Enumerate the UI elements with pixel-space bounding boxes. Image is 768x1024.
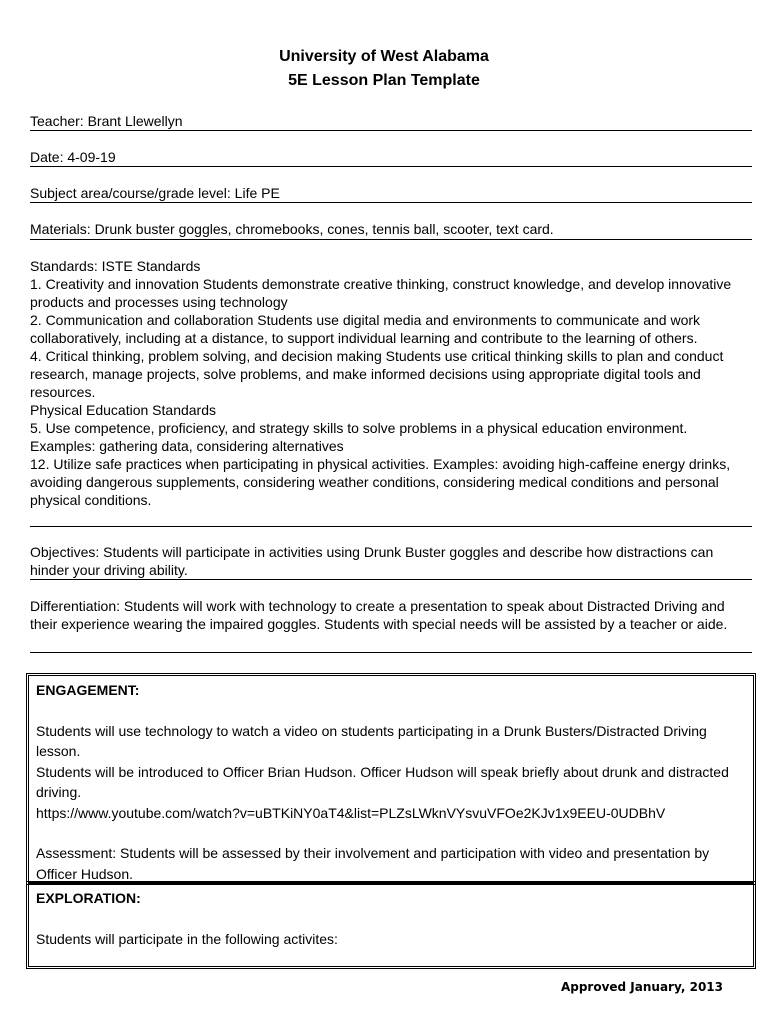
materials-text: Materials: Drunk buster goggles, chromebooks, cones, tennis ball, scooter, text card.: [30, 221, 554, 237]
teacher-text: Teacher: Brant Llewellyn: [30, 113, 183, 129]
exploration-section: [26, 881, 756, 969]
objectives-text: Objectives: Students will participate in activities using Drunk Buster goggles and describe how distractions can hinder your driving ability.: [30, 544, 714, 578]
date-text: Date: 4-09-19: [30, 149, 116, 165]
engagement-section: [26, 673, 756, 885]
subject-field: [30, 184, 752, 203]
materials-field: [30, 220, 752, 240]
subject-text: Subject area/course/grade level: Life PE: [30, 185, 280, 201]
teacher-field: [30, 112, 752, 131]
standard-item: 2. Communication and collaboration Students use digital media and environments to communicate and work collaboratively, including at a distance, to support individual learning and contribute to the learning of others.: [30, 312, 701, 346]
date-field: [30, 148, 752, 167]
standard-item: 4. Critical thinking, problem solving, and decision making Students use critical thinking skills to plan and conduct research, manage projects, solve problems, and make informed decisions using appropriate digital tools and resources.: [30, 348, 724, 400]
pe-standards-heading: Physical Education Standards: [30, 402, 216, 418]
standard-item: 12. Utilize safe practices when participating in physical activities. Examples: avoiding high-caffeine energy drinks, avoiding dangerous supplements, considering weather conditions, considering medical conditions and personal physical conditions.: [30, 456, 731, 508]
assessment-text: Assessment: Students will be assessed by their involvement and participation with video and presentation by Officer Hudson.: [36, 845, 710, 882]
approval-footer: Approved January, 2013: [560, 980, 723, 994]
engagement-line: Students will be introduced to Officer Brian Hudson. Officer Hudson will speak briefly about drunk and distracted driving.: [36, 763, 729, 800]
document-title: University of West Alabama: [279, 48, 489, 65]
template-title: 5E Lesson Plan Template: [288, 72, 480, 89]
standards-field: [30, 257, 752, 527]
engagement-heading: ENGAGEMENT:: [36, 682, 140, 698]
exploration-line: Students will participate in the following activites:: [36, 930, 338, 947]
exploration-heading: EXPLORATION:: [36, 890, 141, 906]
standard-item: 5. Use competence, proficiency, and strategy skills to solve problems in a physical education environment. Examples: gathering data, considering alternatives: [30, 420, 688, 454]
objectives-field: [30, 543, 752, 580]
engagement-line: Students will use technology to watch a video on students participating in a Drunk Busters/Distracted Driving lesson.: [36, 722, 707, 759]
differentiation-text: Differentiation: Students will work with technology to create a presentation to speak about Distracted Driving and their experience wearing the impaired goggles. Students with special needs will be assisted by a teacher or aide.: [30, 598, 728, 632]
video-link[interactable]: https://www.youtube.com/watch?v=uBTKiNY0aT4&list=PLZsLWknVYsvuVFOe2KJv1x9EEU-0UDBhV: [36, 804, 666, 821]
standard-item: 1. Creativity and innovation Students demonstrate creative thinking, construct knowledge, and develop innovative products and processes using technology: [30, 276, 732, 310]
standards-heading: Standards: ISTE Standards: [30, 258, 201, 274]
differentiation-field: [30, 597, 752, 653]
